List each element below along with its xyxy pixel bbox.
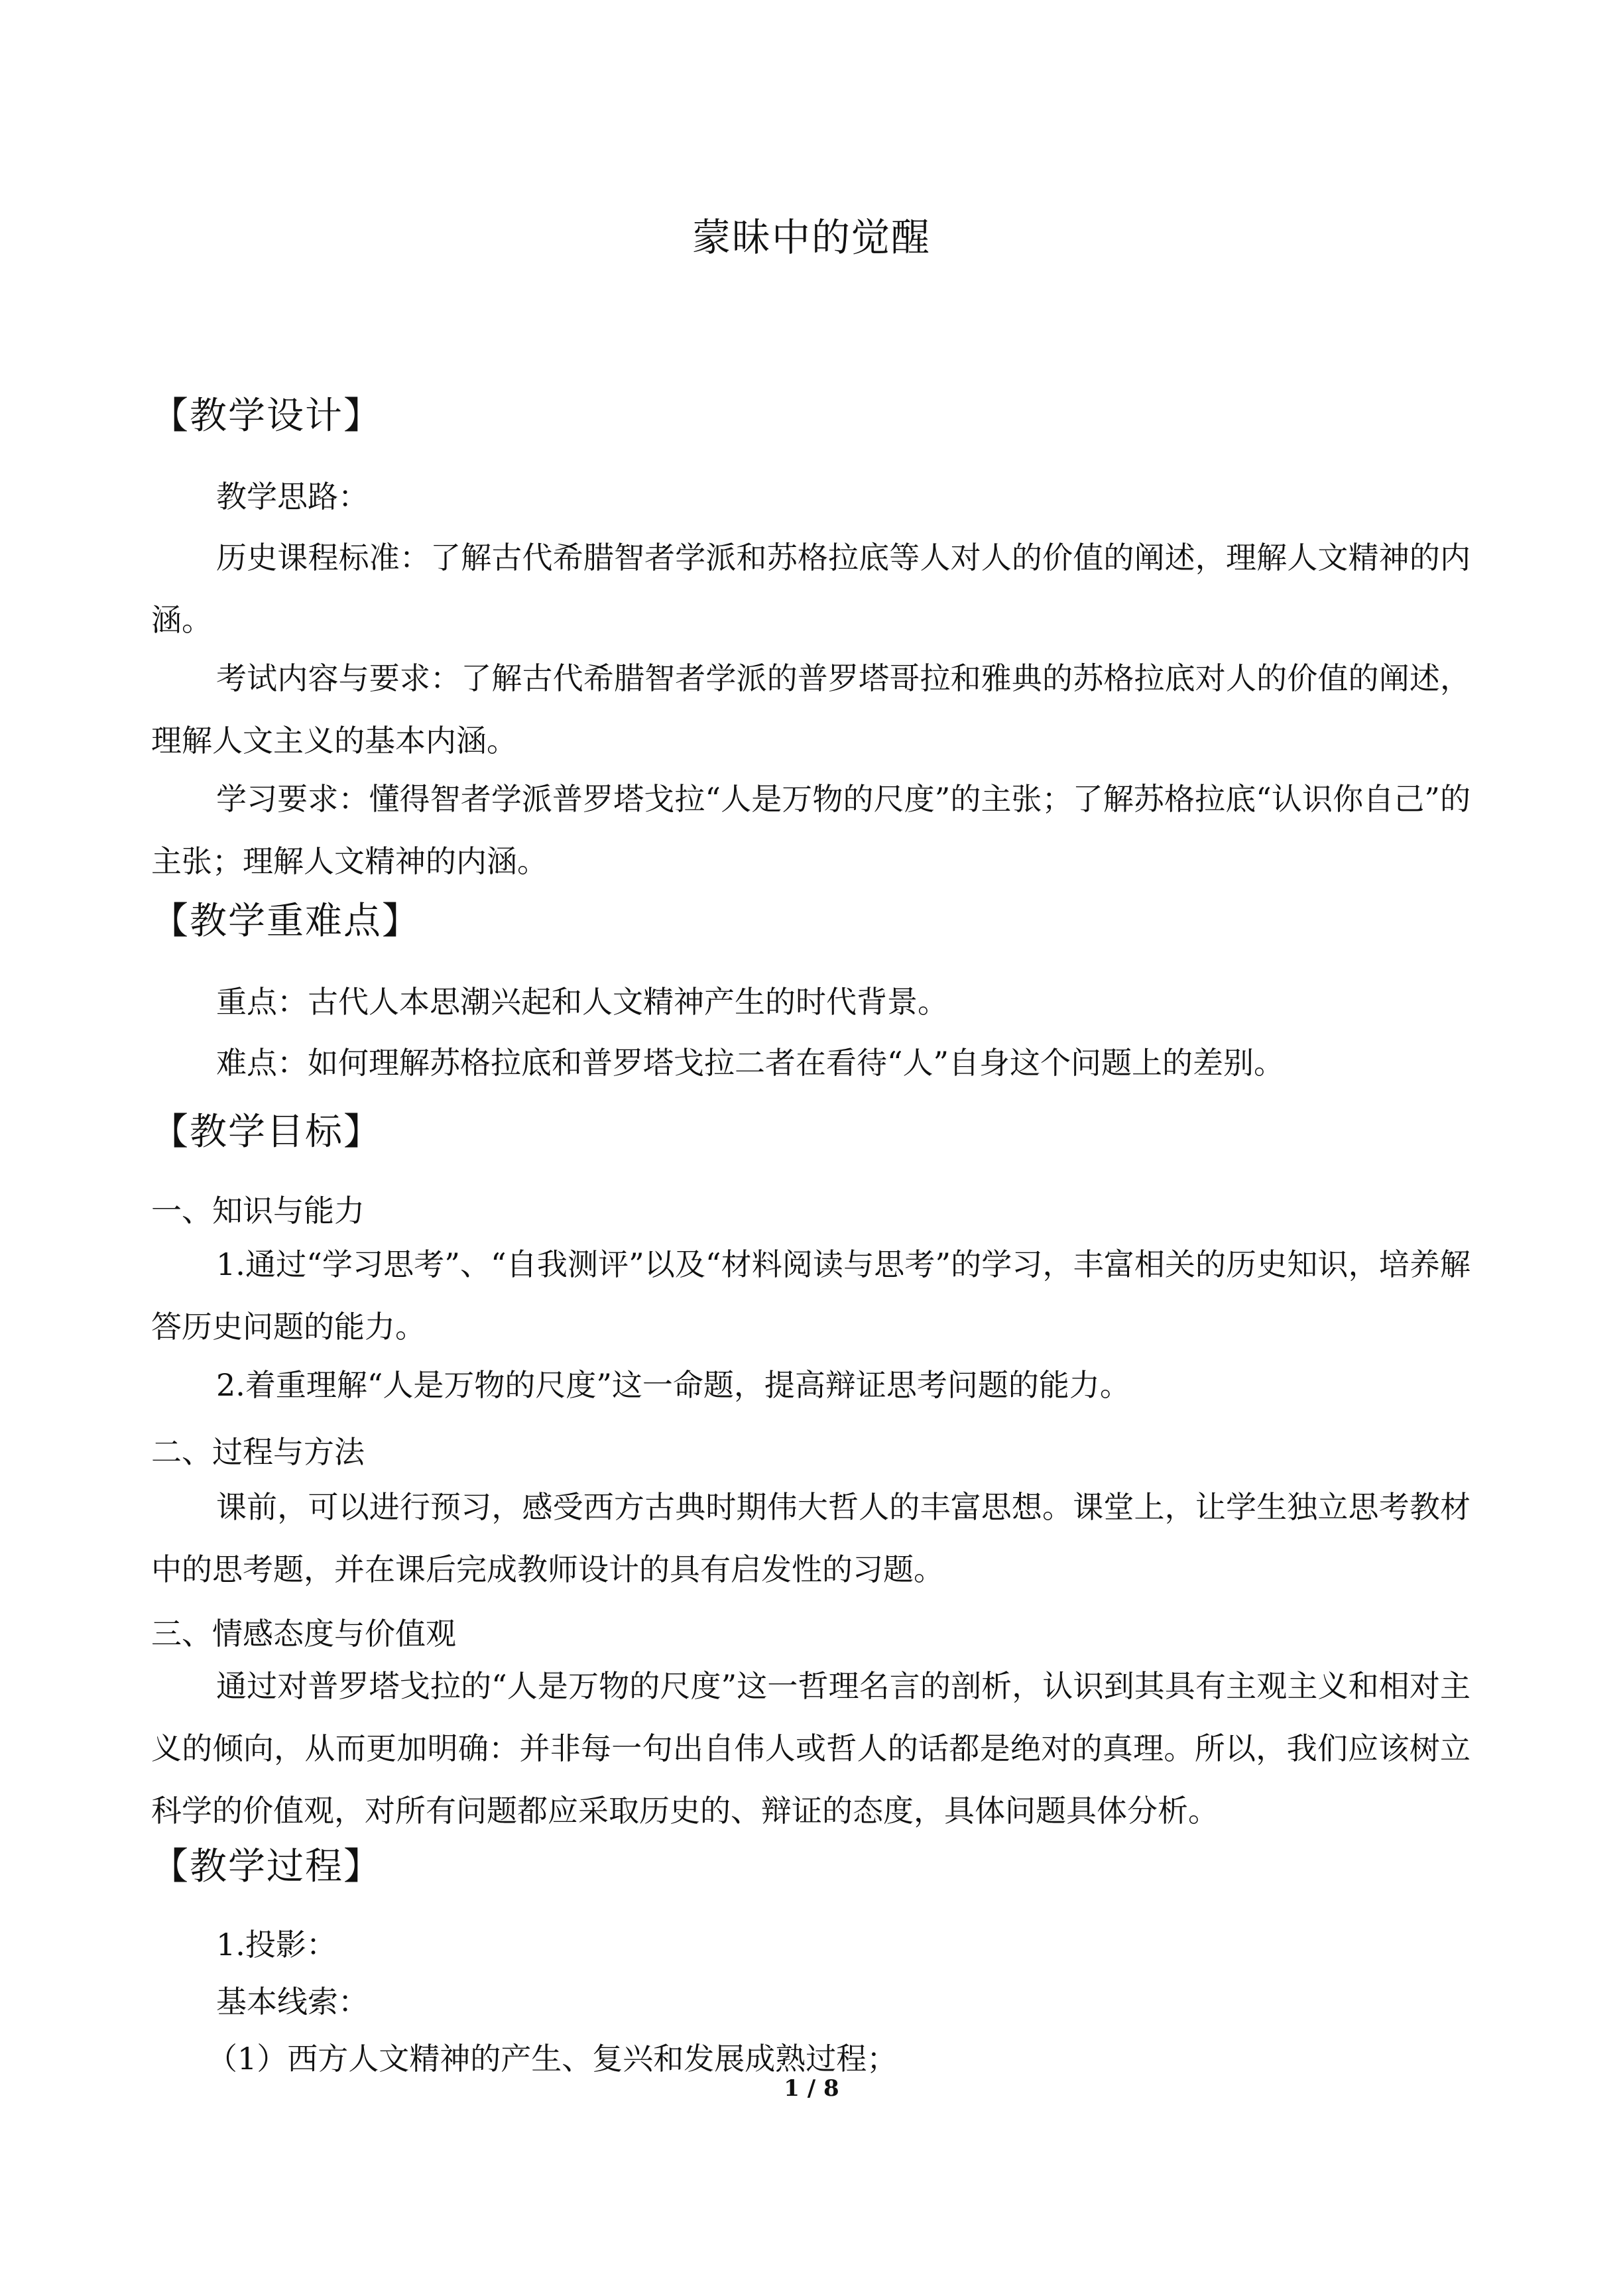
knowledge-item-1: 1.通过“学习思考”、“自我测评”以及“材料阅读与思考”的学习，丰富相关的历史知识，培养解答历史问题的能力。	[151, 1246, 1471, 1345]
page-number: 1 / 8	[784, 2075, 839, 2102]
subheading-knowledge: 一、知识与能力	[151, 1193, 365, 1229]
exam-requirements: 考试内容与要求：了解古代希腊智者学派的普罗塔哥拉和雅典的苏格拉底对人的价值的阐述，理解人文主义的基本内涵。	[151, 660, 1471, 758]
page-title: 蒙昧中的觉醒	[691, 215, 931, 260]
emotion-values-text: 通过对普罗塔戈拉的“人是万物的尺度”这一哲理名言的剖析，认识到其具有主观主义和相对主义的倾向，从而更加明确：并非每一句出自伟人或哲人的话都是绝对的真理。所以，我们应该树立科学的价值观，对所有问题都应采取历史的、辩证的态度，具体问题具体分析。	[151, 1668, 1471, 1829]
curriculum-standard: 历史课程标准：了解古代希腊智者学派和苏格拉底等人对人的价值的阐述，理解人文精神的内涵。	[151, 540, 1471, 638]
key-focus: 重点：古代人本思潮兴起和人文精神产生的时代背景。	[216, 984, 948, 1020]
section-heading-keypoints: 【教学重难点】	[151, 900, 420, 943]
section-heading-goals: 【教学目标】	[151, 1111, 382, 1154]
projection-label: 1.投影：	[216, 1927, 337, 1963]
thinking-label: 教学思路：	[216, 479, 369, 514]
subheading-process-method: 二、过程与方法	[151, 1434, 365, 1470]
process-method-text: 课前，可以进行预习，感受西方古典时期伟大哲人的丰富思想。课堂上，让学生独立思考教材中的思考题，并在课后完成教师设计的具有启发性的习题。	[151, 1489, 1471, 1587]
subheading-emotion-values: 三、情感态度与价值观	[151, 1616, 456, 1652]
basic-clues-label: 基本线索：	[216, 1984, 369, 2020]
key-difficulty: 难点：如何理解苏格拉底和普罗塔戈拉二者在看待“人”自身这个问题上的差别。	[216, 1045, 1285, 1081]
section-heading-process: 【教学过程】	[151, 1845, 382, 1888]
section-heading-design: 【教学设计】	[151, 394, 382, 438]
clue-item-1: （1）西方人文精神的产生、复兴和发展成熟过程；	[207, 2041, 898, 2077]
learning-requirements: 学习要求：懂得智者学派普罗塔戈拉“人是万物的尺度”的主张；了解苏格拉底“认识你自己”的主张；理解人文精神的内涵。	[151, 781, 1471, 879]
knowledge-item-2: 2.着重理解“人是万物的尺度”这一命题，提高辩证思考问题的能力。	[216, 1367, 1130, 1403]
